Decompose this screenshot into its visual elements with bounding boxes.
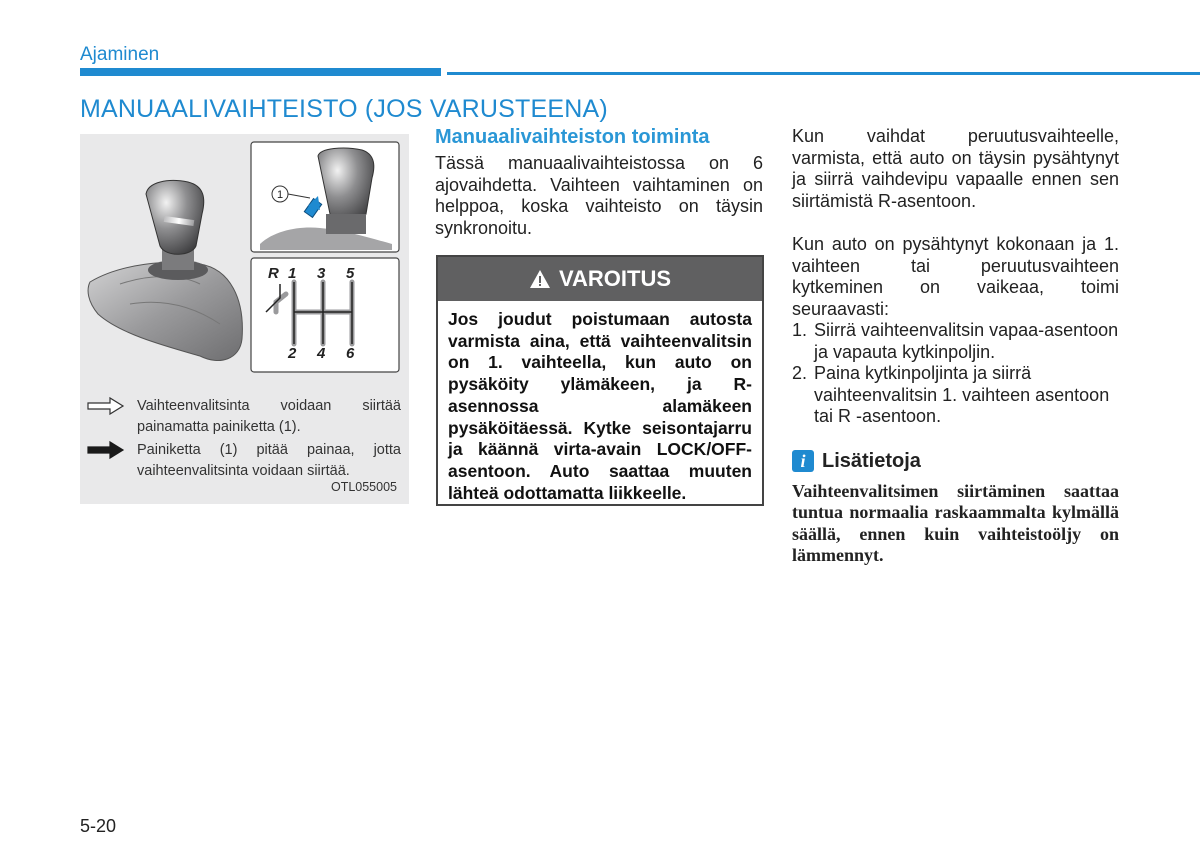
gear-shift-illustration — [80, 134, 409, 392]
page-number: 5-20 — [80, 816, 117, 836]
steps-list — [792, 320, 1119, 428]
figure-code: OTL055005 — [330, 480, 397, 494]
info-text: Vaihteenvalitsimen siirtäminen saattaa tuntua normaalia raskaammalta kylmällä säällä, ennen kuin vaihteistoöljy on lämmennyt. — [792, 480, 1119, 565]
info-icon: i — [792, 450, 814, 472]
section-label: Ajaminen — [80, 44, 160, 65]
operation-heading: Manuaalivaihteiston toiminta — [435, 126, 710, 148]
warning-header — [438, 257, 762, 301]
warning-text: Jos joudut poistumaan autosta varmista aina, että vaihteenvalitsin on 1. vaihteella, kun auto on pysäköity ylämäkeen, ja R-asennossa alamäkeen pysäköitäessä. Kytke seisontajarru ja käännä virta-avain LOCK/OFF-asentoon. Auto saattaa muuten lähteä odottamatta liikkeelle. — [448, 309, 752, 503]
callout-label: 1 — [276, 189, 284, 201]
shift-label-3: 3 — [317, 265, 326, 282]
list-item: 1. Siirrä vaihteenvalitsin vapaa-asentoon ja vapauta kytkinpoljin. — [792, 320, 1119, 362]
shift-label-r: R — [268, 265, 279, 282]
shift-label-5: 5 — [346, 265, 355, 282]
warning-title: VAROITUS — [558, 266, 672, 291]
reverse-paragraph: Kun vaihdat peruutusvaihteelle, varmista, että auto on täysin pysähtynyt ja siirrä vaihdevipu vapaalle ennen sen siirtämistä R-asentoon. — [792, 126, 1119, 211]
header-bar-thick — [80, 68, 441, 76]
outline-arrow-icon — [86, 396, 126, 416]
solid-arrow-icon — [86, 440, 126, 460]
info-heading — [792, 450, 1119, 473]
difficulty-paragraph: Kun auto on pysähtynyt kokonaan ja 1. vaihteen tai peruutusvaihteen kytkeminen on vaikeaa, toimi seuraavasti: — [792, 234, 1119, 319]
gear-shift-figure — [80, 134, 409, 504]
operation-text: Tässä manuaalivaihteistossa on 6 ajovaihdetta. Vaihteen vaihtaminen on helppoa, koska vaihteisto on täysin synkronoitu. — [435, 153, 763, 238]
legend-text: Vaihteenvalitsinta voidaan siirtää painamatta painiketta (1). — [137, 398, 401, 435]
legend-text: Painiketta (1) pitää painaa, jotta vaihteenvalitsinta voidaan siirtää. — [137, 442, 401, 479]
header-bar-thin — [447, 72, 1200, 75]
warning-triangle-icon — [529, 269, 551, 289]
shift-label-2: 2 — [288, 345, 297, 362]
page-title: MANUAALIVAIHTEISTO (JOS VARUSTEENA) — [80, 95, 608, 123]
shift-label-4: 4 — [317, 345, 326, 362]
operation-section — [435, 126, 763, 239]
shift-label-1: 1 — [288, 265, 297, 282]
shift-label-6: 6 — [346, 345, 355, 362]
legend-item — [86, 440, 401, 482]
info-title: Lisätietoja — [822, 449, 921, 472]
right-column — [792, 126, 1119, 567]
list-item: 2. Paina kytkinpoljinta ja siirrä vaihteenvalitsin 1. vaihteen asentoon tai R -asentoon. — [792, 363, 1110, 426]
legend-item — [86, 396, 401, 438]
warning-box — [436, 255, 764, 506]
